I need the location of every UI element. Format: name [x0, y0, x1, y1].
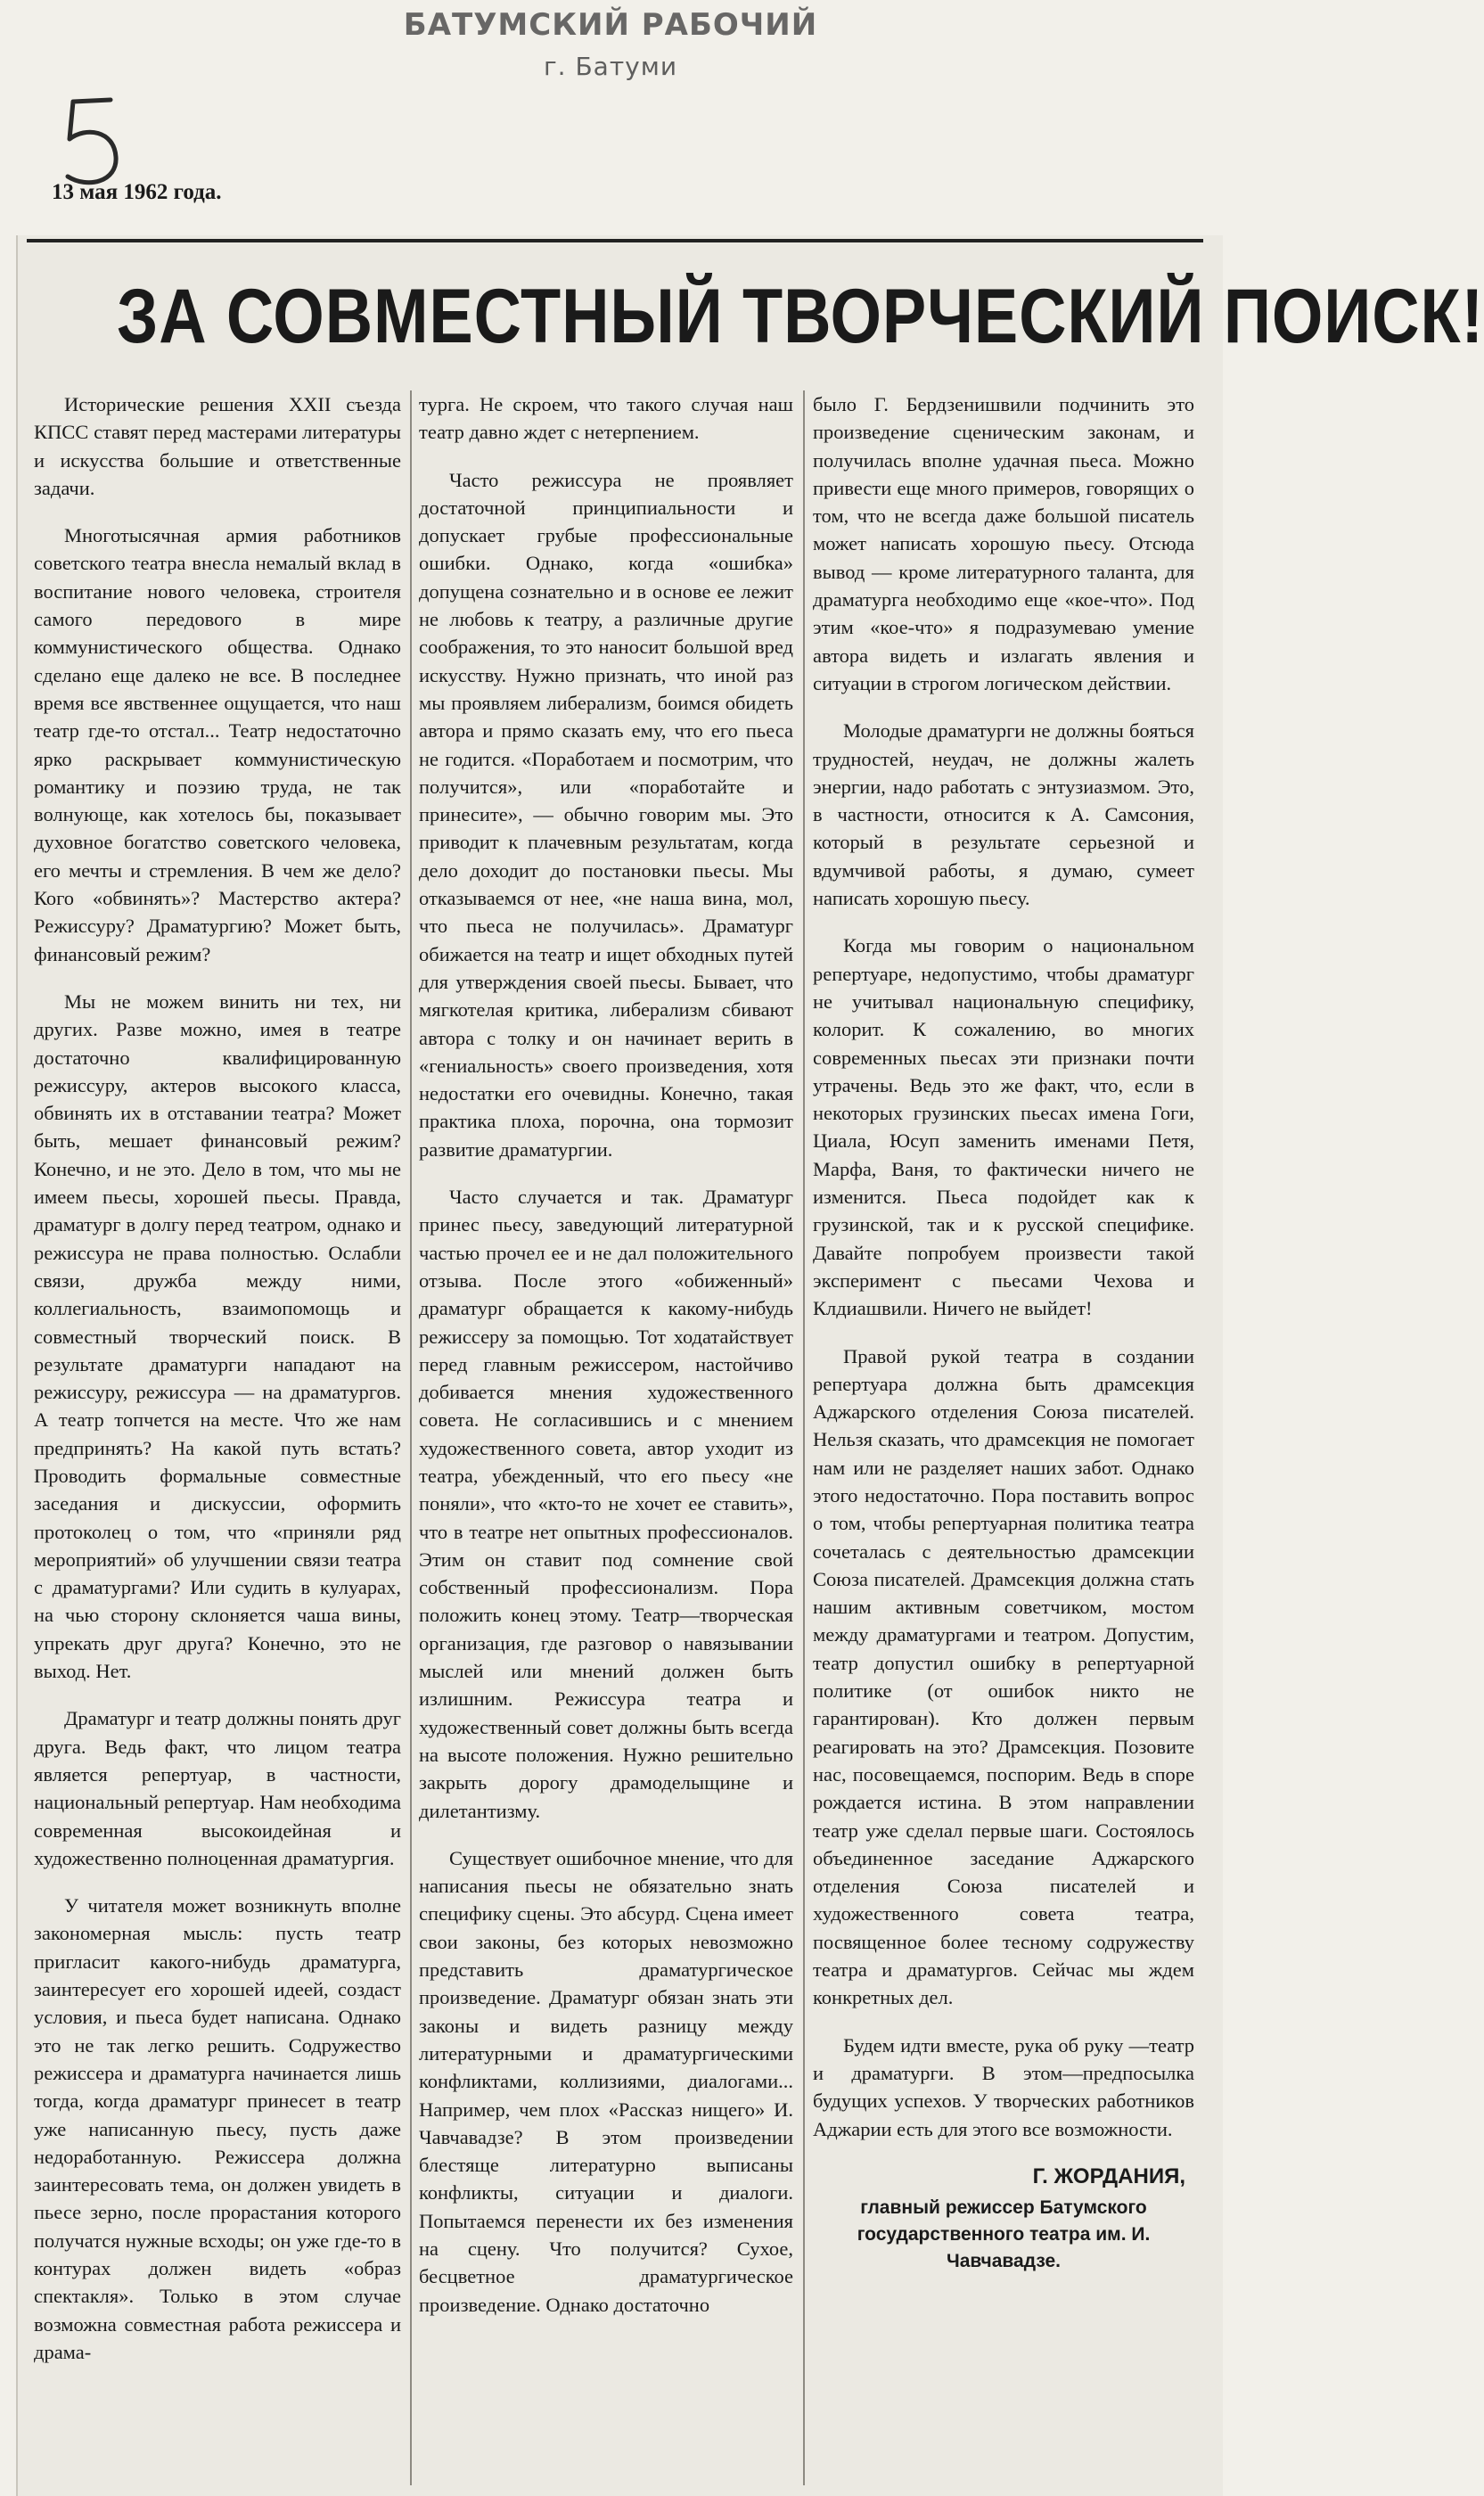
paragraph: Многотысячная армия работников советского театра внесла немалый вклад в воспитание нового человека, строителя самого передового в мире коммунистического общества. Однако сделано еще далеко не все. В последнее время все явственнее ощущается, что наш театр где-то отстал... Театр недостаточно ярко раскрывает коммунистическую романтику и поэзию труда, не так волнующе, как хотелось бы, показывает духовное богатство советского человека, его мечты и стремления. В чем же дело? Кого «обвинять»? Мастерство актера? Режиссуру? Драматургию? Может быть, финансовый режим?: [34, 524, 401, 965]
column-divider: [410, 390, 412, 2485]
stamp-title: БАТУМСКИЙ РАБОЧИЙ: [403, 7, 818, 43]
paragraph: Будем идти вместе, рука об руку —театр и драматурги. В этом—предпосылка будущих успехов. У творческих работников Аджарии есть для этого все возможности.: [813, 2033, 1194, 2140]
stamp-city: г. Батуми: [543, 52, 678, 81]
article-column-3: [813, 390, 1194, 2275]
article-column-2: [419, 390, 793, 2338]
article-headline: ЗА СОВМЕСТНЫЙ ТВОРЧЕСКИЙ ПОИСК!: [117, 274, 1484, 359]
paragraph: Правой рукой театра в создании репертуара должна быть драмсекция Аджарского отделения Союза писателей. Нельзя сказать, что драмсекция не помогает нам или не разделяет наших забот. Однако этого недостаточно. Пора поставить вопрос о том, чтобы репертуарная политика театра сочеталась с деятельностью драмсекции Союза писателей. Драмсекция должна стать нашим активным советчиком, мостом между драматургами и театром. Допустим, театр допустил ошибку в репертуарной политике (от ошибок никто не гарантирован). Кто должен первым реагировать на это? Драмсекция. Позовите нас, посовещаемся, поспорим. Ведь в споре рождается истина. В этом направлении театр уже сделал первые шаги. Состоялось объединенное заседание Аджарского отделения Союза писателей и художественного совета театра, посвященное более тесному содружеству театра и драматургов. Сейчас мы ждем конкретных дел.: [813, 1344, 1194, 2009]
newspaper-stamp: [401, 7, 820, 96]
paragraph: Мы не можем винить ни тех, ни других. Разве можно, имея в театре достаточно квалифицированную режиссуру, актеров высокого класса, обвинять их в отставании театра? Может быть, мешает финансовый режим? Конечно, и не это. Дело в том, что мы не имеем пьесы, хорошей пьесы. Правда, драматург в долгу перед театром, однако и режиссура не права полностью. Ослабли связи, дружба между ними, коллегиальность, взаимопомощь и совместный творческий поиск. В результате драматурги нападают на режиссуру, режиссура — на драматургов. А театр топчется на месте. Что же нам предпринять? На какой путь встать? Проводить формальные совместные заседания и дискуссии, оформить протоколец о том, что «приняли ряд мероприятий» об улучшении связи театра с драматургами? Или судить в кулуарах, на чью сторону склоняется чаша вины, упрекать друг друга? Конечно, это не выход. Нет.: [34, 989, 401, 1683]
paragraph: Когда мы говорим о национальном репертуаре, недопустимо, чтобы драматург не учитывал национальную специфику, колорит. К сожалению, во многих современных пьесах эти признаки почти утрачены. Ведь это же факт, что, если в некоторых грузинских пьесах имена Гоги, Циала, Юсуп заменить именами Петя, Марфа, Ваня, то фактически ничего не изменится. Пьеса подойдет как к грузинской, так и к русской специфике. Давайте попробуем произвести такой эксперимент с пьесами Чехова и Клдиашвили. Ничего не выйдет!: [813, 934, 1194, 1320]
author-name: Г. ЖОРДАНИЯ,: [1032, 2163, 1185, 2188]
top-rule: [27, 239, 1203, 242]
author-role: главный режиссер Батумского государственного театра им. И. Чавчавадзе.: [857, 2196, 1151, 2271]
paragraph: Исторические решения XXII съезда КПСС ставят перед мастерами литературы и искусства большие и ответственные задачи.: [34, 393, 401, 499]
paragraph: было Г. Бердзенишвили подчинить это произведение сценическим законам, и получилась вполне удачная пьеса. Можно привести еще много примеров, говорящих о том, что не всегда даже большой писатель может написать хорошую пьесу. Отсюда вывод — кроме литературного таланта, для драматурга необходимо еще «кое-что». Под этим «кое-что» я подразумеваю умение автора видеть и излагать явления и ситуации в строгом логическом действии.: [813, 393, 1194, 694]
paragraph: турга. Не скроем, что такого случая наш театр давно ждет с нетерпением.: [419, 393, 793, 444]
paragraph: Молодые драматурги не должны бояться трудностей, неудач, не должны жалеть энергии, надо работать с энтузиазмом. Это, в частности, относится к А. Самсония, который в результате серьезной и вдумчивой работы, я думаю, сумеет написать хорошую пьесу.: [813, 719, 1194, 910]
publication-date: 13 мая 1962 года.: [52, 180, 222, 204]
author-signature: [813, 2163, 1194, 2275]
paragraph: Часто случается и так. Драматург принес пьесу, заведующий литературной частью прочел ее и не дал положительного отзыва. После этого «обиженный» драматург обращается к какому-нибудь режиссеру за помощью. Тот ходатайствует перед главным режиссером, настойчиво добивается мнения художественного совета. Не согласившись и с мнением художественного совета, автор уходит из театра, убежденный, что его пьесу «не поняли», что «кто-то не хочет ее ставить», что в театре нет опытных профессионалов. Этим он ставит под сомнение свой собственный профессионализм. Пора положить конец этому. Театр—творческая организация, где разговор о навязывании мыслей или мнений должен быть излишним. Режиссура театра и художественный совет должны быть всегда на высоте положения. Нужно решительно закрыть дорогу драмоделыщине и дилетантизму.: [419, 1186, 793, 1822]
article-column-1: [34, 390, 401, 2385]
paragraph: У читателя может возникнуть вполне закономерная мысль: пусть театр пригласит какого-нибудь драматурга, заинтересует его хорошей идеей, создаст условия, и пьеса будет написана. Однако это не так легко решить. Содружество режиссера и драматурга начинается лишь тогда, когда драматург принесет в театр уже написанную пьесу, пусть даже недоработанную. Режиссера должна заинтересовать тема, он должен увидеть в пьесе зерно, после прорастания которого получатся нужные всходы; он уже где-то в контурах должен видеть «образ спектакля». Только в этом случае возможна совместная работа режиссера и драма-: [34, 1894, 401, 2363]
paragraph: Драматург и театр должны понять друг друга. Ведь факт, что лицом театра является репертуар, в частности, национальный репертуар. Нам необходима современная высокоидейная и художественно полноценная драматургия.: [34, 1707, 401, 1869]
handwritten-page-number: [55, 87, 135, 194]
paragraph: Существует ошибочное мнение, что для написания пьесы не обязательно знать специфику сцены. Это абсурд. Сцена имеет свои законы, без которых невозможно представить драматургическое произведение. Драматург обязан знать эти законы и видеть разницу между литературными и драматургическими конфликтами, коллизиями, диалогами... Например, чем плох «Рассказ нищего» И. Чавчавадзе? В этом произведении блестяще литературно выписаны конфликты, ситуации и диалоги. Попытаемся перенести их без изменения на сцену. Что получится? Сухое, бесцветное драматургическое произведение. Однако достаточно: [419, 1846, 793, 2316]
column-divider: [803, 390, 805, 2485]
paragraph: Часто режиссура не проявляет достаточной принципиальности и допускает грубые профессиональные ошибки. Однако, когда «ошибка» допущена сознательно и в основе ее лежит не любовь к театру, а различные другие соображения, то это наносит большой вред искусству. Нужно признать, что иной раз мы проявляем либерализм, боимся обидеть автора и прямо сказать ему, что его пьеса не годится. «Поработаем и посмотрим, что получится», или «поработайте и принесите», — обычно говорим мы. Это приводит к плачевным результатам, когда дело доходит до постановки пьесы. Мы отказываемся от нее, «не наша вина, мол, что пьеса не получилась». Драматург обижается на театр и ищет обходных путей для утверждения своей пьесы. Бывает, что мягкотелая критика, либерализм сбивают автора с толку и он начинает верить в «гениальность» своего произведения, хотя недостатки его очевидны. Конечно, такая практика плоха, порочна, она тормозит развитие драматургии.: [419, 468, 793, 1161]
